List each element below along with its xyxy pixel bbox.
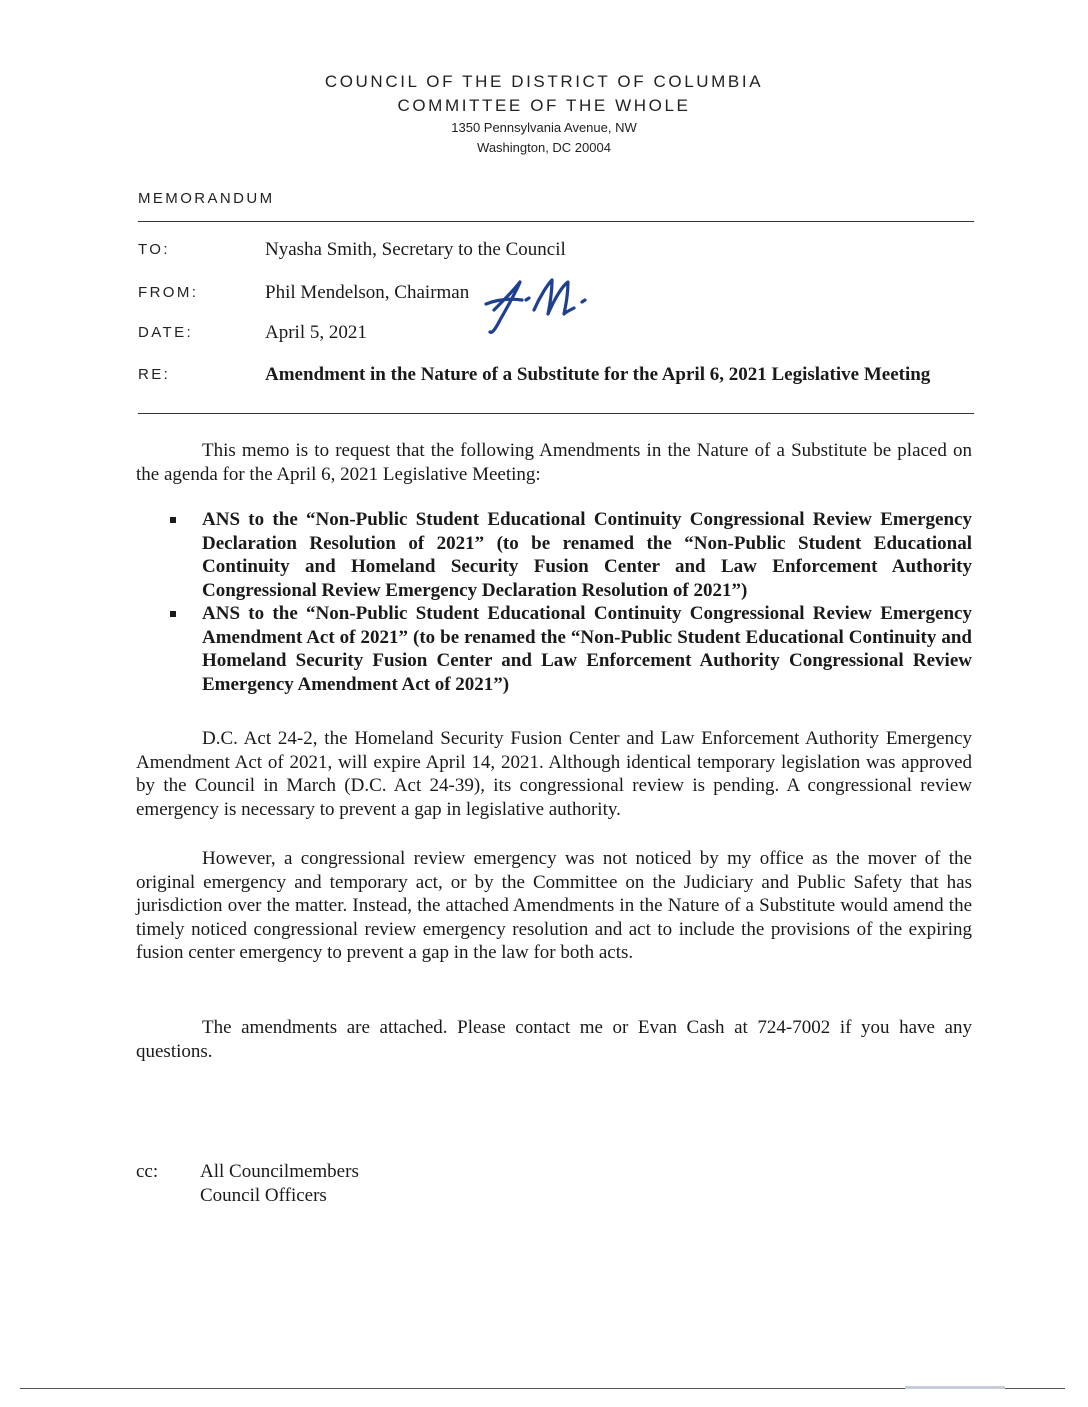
council-name: COUNCIL OF THE DISTRICT OF COLUMBIA (324, 72, 764, 91)
memorandum-label: MEMORANDUM (138, 190, 275, 207)
to-value: Nyasha Smith, Secretary to the Council (265, 239, 566, 260)
paragraph-expiration: D.C. Act 24-2, the Homeland Security Fusion Center and Law Enforcement Authority Emergency Amendment Act of 2021, will expire April 14, 2021. Although identical temporary legislation was approved by the Council in March (D.C. Act 24-39), its congressional review is pending. A congressional review emergency is necessary to prevent a gap in legislative authority. (136, 728, 972, 820)
list-item-text: ANS to the “Non-Public Student Educational Continuity Congressional Review Emergency Amendment Act of 2021” (to be renamed the “Non-Public Student Educational Continuity and Homeland Security Fusion Center and Law Enforcement Authority Congressional Review Emergency Amendment Act of 2021”) (202, 603, 972, 695)
amendment-list (168, 508, 972, 696)
paragraph-explanation: However, a congressional review emergency was not noticed by my office as the mover of the original emergency and temporary act, or by the Committee on the Judiciary and Public Safety that has jurisdiction over the matter. Instead, the attached Amendments in the Nature of a Substitute would amend the timely noticed congressional review emergency resolution and act to include the provisions of the expiring fusion center emergency to prevent a gap in the law for both acts. (136, 848, 972, 963)
from-label: FROM: (138, 284, 199, 301)
bullet-square-icon (170, 517, 176, 523)
address-street: 1350 Pennsylvania Avenue, NW (451, 120, 637, 135)
date-value: April 5, 2021 (265, 322, 367, 343)
cc-label: cc: (136, 1161, 159, 1182)
cc-recipient: All Councilmembers (200, 1161, 359, 1182)
cc-recipients (200, 1160, 359, 1208)
committee-name: COMMITTEE OF THE WHOLE (397, 96, 691, 115)
scan-mark (905, 1386, 1005, 1389)
date-label: DATE: (138, 324, 194, 341)
letterhead (0, 70, 1088, 158)
list-item-text: ANS to the “Non-Public Student Educational Continuity Congressional Review Emergency Declaration Resolution of 2021” (to be renamed the “Non-Public Student Educational Continuity and Homeland Security Fusion Center and Law Enforcement Authority Congressional Review Emergency Declaration Resolution of 2021”) (202, 509, 972, 601)
cc-recipient: Council Officers (200, 1185, 327, 1206)
re-value: Amendment in the Nature of a Substitute for the April 6, 2021 Legislative Meeting (265, 364, 931, 385)
from-value: Phil Mendelson, Chairman (265, 282, 470, 303)
address-city: Washington, DC 20004 (477, 140, 611, 155)
list-item (168, 602, 972, 696)
bullet-square-icon (170, 611, 176, 617)
header-bottom-rule (138, 413, 974, 414)
list-item (168, 508, 972, 602)
paragraph-contact: The amendments are attached. Please contact me or Evan Cash at 724-7002 if you have any questions. (136, 1017, 972, 1062)
to-label: TO: (138, 241, 170, 258)
header-top-rule (138, 221, 974, 222)
re-label: RE: (138, 366, 171, 383)
intro-paragraph: This memo is to request that the following Amendments in the Nature of a Substitute be placed on the agenda for the April 6, 2021 Legislative Meeting: (136, 440, 972, 485)
